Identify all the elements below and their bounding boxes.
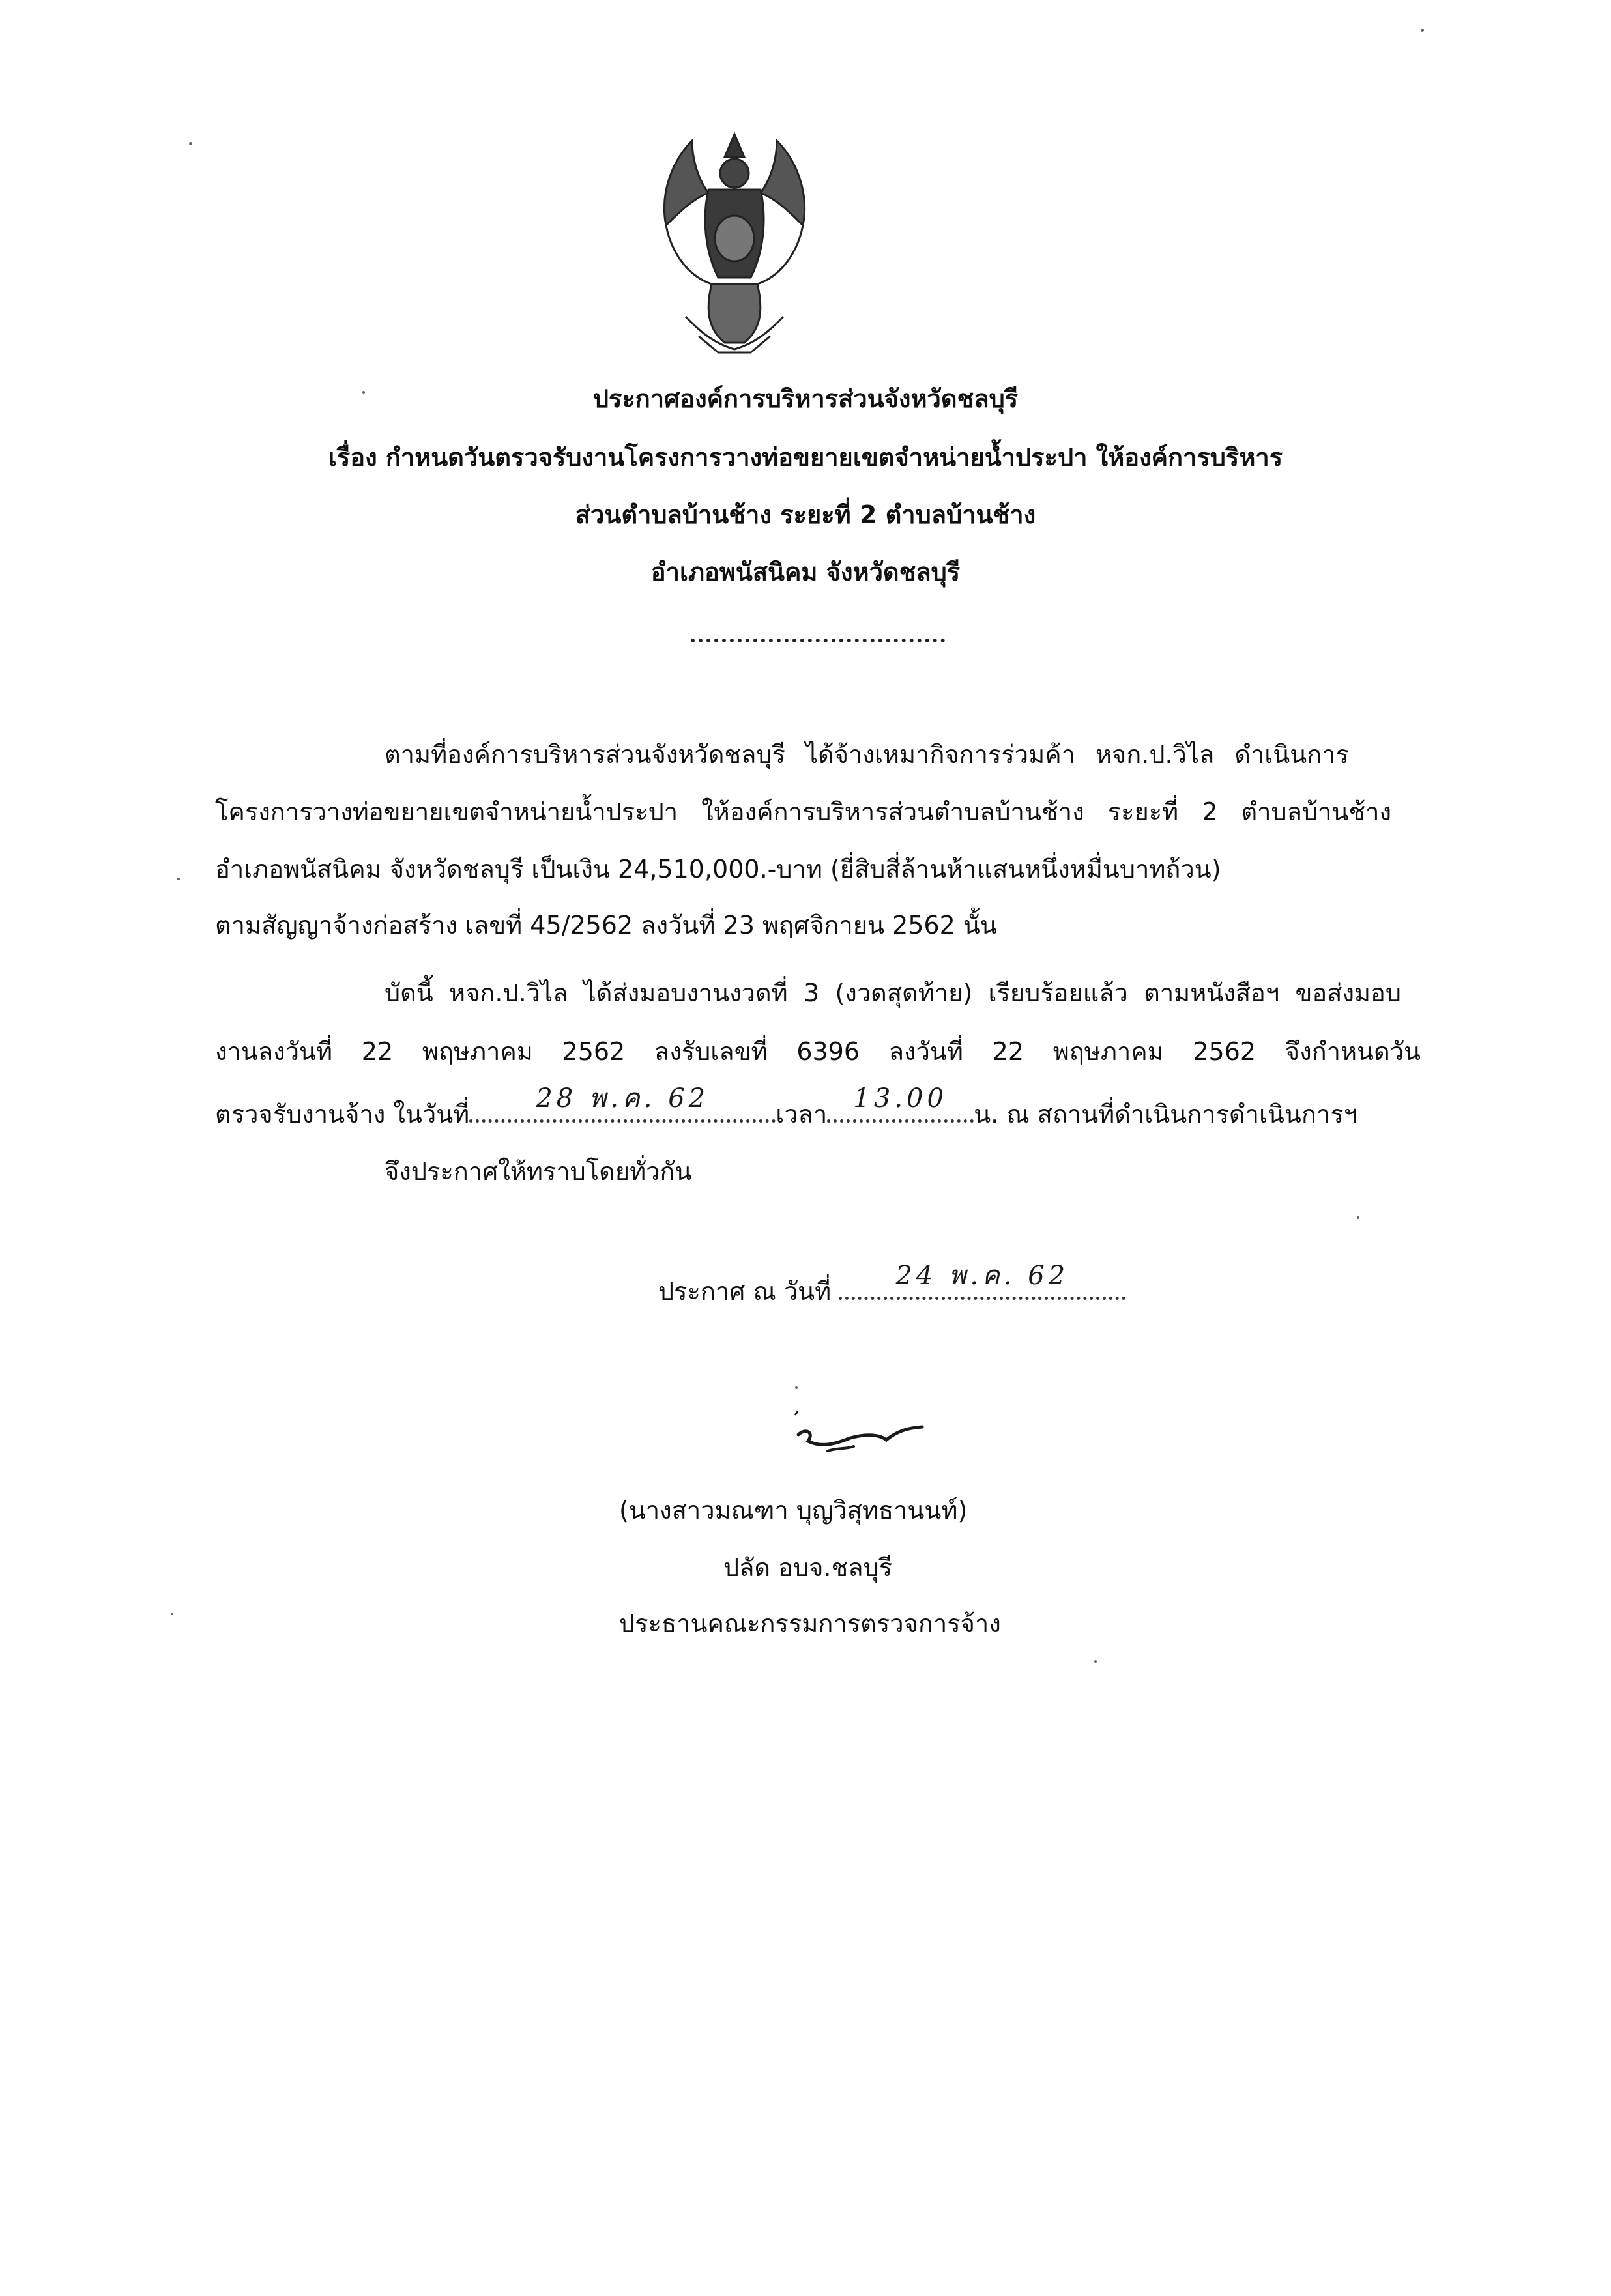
paragraph-1-line-3: อำเภอพนัสนิคม จังหวัดชลบุรี เป็นเงิน 24,510,000.-บาท (ยี่สิบสี่ล้านห้าแสนหนึ่งหมื่นบาทถ้วน) (215, 855, 1221, 883)
inspection-date-field (469, 1083, 776, 1123)
paragraph-2-line-3 (215, 1083, 1357, 1130)
signatory-position-1: ปลัด อบจ.ชลบุรี (723, 1553, 893, 1582)
subject-line-2: ส่วนตำบลบ้านช้าง ระยะที่ 2 ตำบลบ้านช้าง (575, 500, 1036, 529)
announce-date-handwritten: 24 พ.ค. 62 (895, 1261, 1069, 1291)
dotted-separator (691, 639, 945, 646)
signature-image (789, 1409, 932, 1467)
announce-date-label: ประกาศ ณ วันที่ (658, 1277, 832, 1306)
paragraph-1-line-2: โครงการวางท่อขยายเขตจำหน่ายน้ำประปา ให้องค์การบริหารส่วนตำบลบ้านช้าง ระยะที่ 2 ตำบลบ้านช้าง (215, 797, 1391, 826)
paragraph-1-line-1: ตามที่องค์การบริหารส่วนจังหวัดชลบุรี ได้จ้างเหมากิจการร่วมค้า หจก.ป.วิไล ดำเนินการ (385, 740, 1349, 769)
inspection-date-label: ตรวจรับงานจ้าง ในวันที่ (215, 1100, 470, 1128)
inspection-date-handwritten: 28 พ.ค. 62 (536, 1083, 710, 1113)
inspection-location-text: น. ณ สถานที่ดำเนินการดำเนินการฯ (974, 1100, 1357, 1128)
subject-line-3: อำเภอพนัสนิคม จังหวัดชลบุรี (650, 558, 961, 586)
paragraph-1-line-4: ตามสัญญาจ้างก่อสร้าง เลขที่ 45/2562 ลงวันที่ 23 พฤศจิกายน 2562 นั้น (215, 911, 997, 940)
paragraph-2-line-1: บัดนี้ หจก.ป.วิไล ได้ส่งมอบงานงวดที่ 3 (งวดสุดท้าย) เรียบร้อยแล้ว ตามหนังสือฯ ขอส่งมอบ (385, 979, 1401, 1007)
announce-date-field (839, 1261, 1125, 1300)
inspection-time-field (827, 1083, 974, 1123)
inspection-time-label: เวลา (776, 1100, 828, 1128)
signatory-name: (นางสาวมณฑา บุญวิสุทธานนท์) (619, 1496, 968, 1525)
inspection-time-handwritten: 13.00 (853, 1083, 948, 1113)
announce-date-line (658, 1261, 1125, 1307)
closing-statement: จึงประกาศให้ทราบโดยทั่วกัน (385, 1157, 692, 1186)
garuda-emblem-icon (646, 121, 822, 361)
signatory-position-2: ประธานคณะกรรมการตรวจการจ้าง (619, 1609, 1001, 1638)
subject-line-1: เรื่อง กำหนดวันตรวจรับงานโครงการวางท่อขยายเขตจำหน่ายน้ำประปา ให้องค์การบริหาร (328, 443, 1283, 472)
paragraph-2-line-2: งานลงวันที่ 22 พฤษภาคม 2562 ลงรับเลขที่ 6396 ลงวันที่ 22 พฤษภาคม 2562 จึงกำหนดวัน (215, 1037, 1421, 1066)
announcement-title: ประกาศองค์การบริหารส่วนจังหวัดชลบุรี (592, 384, 1019, 413)
